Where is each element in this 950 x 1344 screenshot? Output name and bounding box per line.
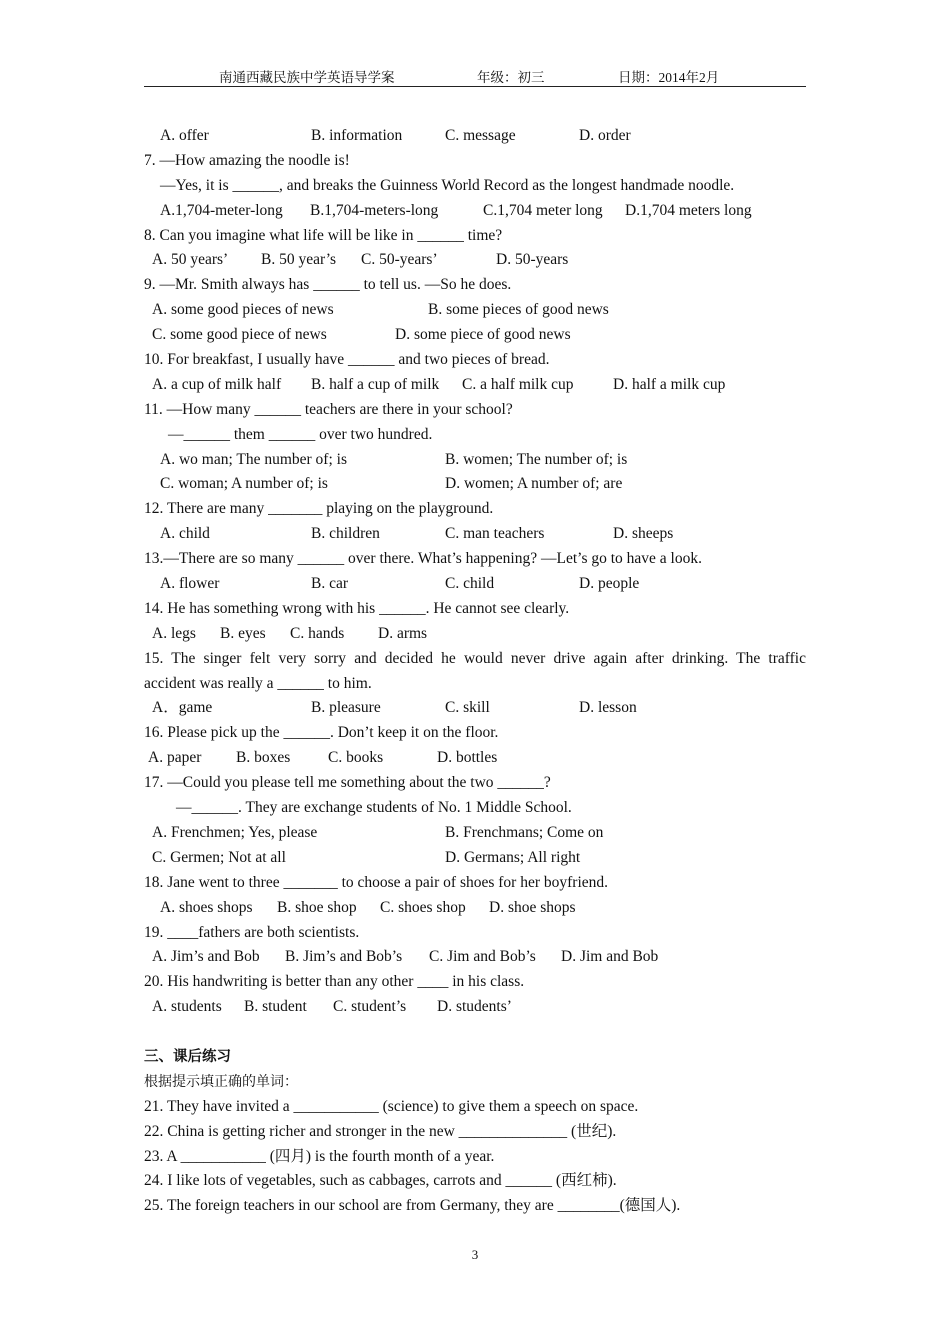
option: A. a cup of milk half [152, 375, 282, 393]
option: C. books [328, 749, 384, 767]
option: C. woman; A number of; is [160, 475, 328, 493]
option: B.1,704-meters-long [310, 201, 439, 219]
option: A. child [160, 525, 210, 543]
option: C.1,704 meter long [483, 201, 603, 219]
question-15-line2: accident was really a ______ to him. [144, 674, 372, 692]
option: C. some good piece of news [152, 326, 327, 344]
q11-options-row2 [144, 472, 806, 497]
spacer [144, 1020, 806, 1045]
option: A. Frenchmen; Yes, please [152, 823, 318, 841]
option: B. Jim’s and Bob’s [285, 948, 403, 966]
option: A. flower [160, 575, 220, 593]
q17-options-row2 [144, 846, 806, 871]
exercise-25: 25. The foreign teachers in our school are from Germany, they are ________(德国人). [144, 1197, 681, 1215]
option: D. shoe shops [489, 898, 576, 916]
q7-options [144, 199, 806, 224]
option: B. student [244, 998, 307, 1016]
option: B. pleasure [311, 699, 381, 717]
option: A. 50 years’ [152, 251, 229, 269]
option: D. some piece of good news [395, 326, 571, 344]
option: D. bottles [437, 749, 498, 767]
q6-options [144, 124, 806, 149]
option: C. skill [445, 699, 490, 717]
option: D. women; A number of; are [445, 475, 623, 493]
question-13: 13.—There are so many ______ over there. What’s happening? —Let’s go to have a look. [144, 550, 702, 568]
option: A. wo man; The number of; is [160, 450, 347, 468]
option: D.1,704 meters long [625, 201, 752, 219]
question-11: 11. —How many ______ teachers are there in your school? [144, 400, 513, 418]
header-grade: 年级：初三 [477, 70, 545, 85]
q20-options [144, 995, 806, 1020]
question-19: 19. ____fathers are both scientists. [144, 923, 360, 941]
option: D. students’ [437, 998, 512, 1016]
option: C. message [445, 127, 516, 144]
option: C. Germen; Not at all [152, 848, 286, 866]
header-date: 日期：2014年2月 [618, 70, 720, 85]
option: B. boxes [236, 749, 291, 767]
option: C. Jim and Bob’s [429, 948, 536, 966]
option: D. Jim and Bob [561, 948, 659, 966]
option: D. people [579, 575, 640, 593]
option: B. Frenchmans; Come on [445, 823, 604, 841]
option: A. students [152, 998, 222, 1016]
option: A. offer [160, 127, 209, 144]
option: B. some pieces of good news [428, 301, 609, 319]
q10-options [144, 373, 806, 398]
exercise-21: 21. They have invited a ___________ (science) to give them a speech on space. [144, 1097, 639, 1115]
q15-options [144, 696, 806, 721]
question-11-reply: —______ them ______ over two hundred. [168, 425, 433, 443]
question-7-reply: —Yes, it is ______, and breaks the Guinness World Record as the longest handmade noodle. [160, 176, 735, 194]
q9-options-row1 [144, 298, 806, 323]
q14-options [144, 622, 806, 647]
exercise-23: 23. A ___________ (四月) is the fourth month of a year. [144, 1147, 495, 1165]
option: D. order [579, 127, 631, 144]
option: C. 50-years’ [361, 251, 438, 269]
option: A. legs [152, 624, 196, 642]
question-12: 12. There are many _______ playing on the playground. [144, 500, 494, 518]
q16-options [144, 746, 806, 771]
option: C. man teachers [445, 525, 545, 543]
q19-options [144, 945, 806, 970]
question-17-reply: —______. They are exchange students of No. 1 Middle School. [176, 799, 572, 817]
option: A.1,704-meter-long [160, 201, 283, 219]
option: A. some good pieces of news [152, 301, 334, 319]
section-instruction: 根据提示填正确的单词： [144, 1073, 298, 1090]
q12-options [144, 522, 806, 547]
question-9 [144, 273, 806, 298]
option: B. 50 year’s [261, 251, 337, 269]
option: C. shoes shop [380, 898, 466, 916]
option: B. shoe shop [277, 898, 357, 916]
option: C. student’s [333, 998, 407, 1016]
option: D. lesson [579, 699, 637, 717]
question-15-line1: 15. The singer felt very sorry and decided he would never drive again after drinking. The traffic [144, 649, 806, 667]
question-18: 18. Jane went to three _______ to choose a pair of shoes for her boyfriend. [144, 873, 609, 891]
question-9-text: 9. —Mr. Smith always has ______ to tell us. —So he does. [144, 276, 512, 294]
q9-options-row2 [144, 323, 806, 348]
option: D. 50-years [496, 251, 569, 269]
question-8: 8. Can you imagine what life will be like in ______ time? [144, 226, 503, 244]
question-14: 14. He has something wrong with his ______. He cannot see clearly. [144, 599, 570, 617]
page-header [144, 64, 806, 87]
option: A. paper [148, 749, 202, 767]
worksheet-body [144, 124, 806, 1219]
option: A. Jim’s and Bob [152, 948, 260, 966]
option: D. Germans; All right [445, 848, 581, 866]
q11-options-row1 [144, 448, 806, 473]
page-number: 3 [471, 1247, 479, 1262]
section-title: 三、课后练习 [144, 1048, 231, 1065]
option: D. sheeps [613, 525, 674, 543]
option: D. half a milk cup [613, 375, 726, 393]
option: B. eyes [220, 624, 266, 642]
question-20: 20. His handwriting is better than any other ____ in his class. [144, 973, 525, 991]
option: D. arms [378, 624, 428, 642]
option: B. children [311, 525, 380, 543]
q18-options [144, 896, 806, 921]
q13-options [144, 572, 806, 597]
option: C. a half milk cup [462, 375, 574, 393]
exercise-22: 22. China is getting richer and stronger in the new ______________ (世纪). [144, 1122, 617, 1140]
question-7: 7. —How amazing the noodle is! [144, 151, 350, 169]
option: A. shoes shops [160, 898, 253, 916]
option: B. information [311, 127, 403, 144]
option: B. car [311, 575, 349, 593]
exercise-24: 24. I like lots of vegetables, such as cabbages, carrots and ______ (西红柿). [144, 1172, 617, 1190]
header-school: 南通西藏民族中学英语导学案 [219, 70, 395, 85]
option: C. hands [290, 624, 345, 642]
question-16: 16. Please pick up the ______. Don’t keep it on the floor. [144, 724, 499, 742]
q17-options-row1 [144, 821, 806, 846]
option: A．game [152, 699, 213, 717]
question-17: 17. —Could you please tell me something about the two ______? [144, 774, 551, 792]
q8-options [144, 248, 806, 273]
option: B. half a cup of milk [311, 375, 440, 393]
question-10: 10. For breakfast, I usually have ______ and two pieces of bread. [144, 351, 550, 369]
option: B. women; The number of; is [445, 450, 628, 468]
option: C. child [445, 575, 495, 593]
